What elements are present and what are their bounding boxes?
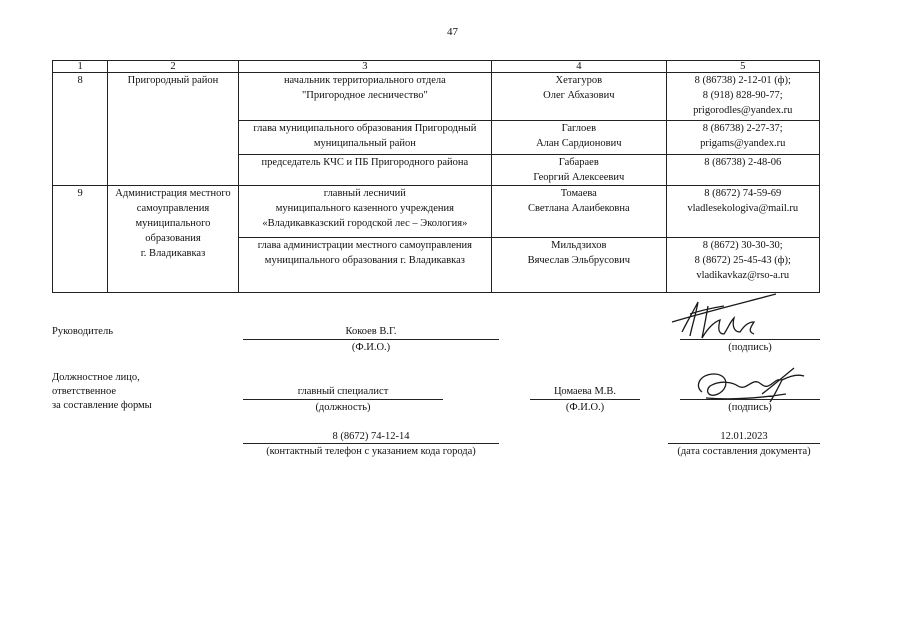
head-name: Кокоев В.Г. — [345, 326, 397, 337]
position-cell — [238, 155, 492, 186]
contact-line: vladikavkaz@rso-a.ru — [696, 270, 790, 281]
position-cell — [238, 73, 492, 121]
table-row — [53, 186, 820, 238]
organization-cell — [108, 186, 238, 293]
table-header — [53, 61, 820, 73]
surname: Габараев — [558, 157, 599, 168]
position-line: муниципальный район — [313, 138, 416, 149]
head-signature-line — [680, 339, 820, 340]
row-number-cell: 9 — [53, 186, 108, 293]
surname: Гаглоев — [561, 123, 597, 134]
contact-line: 8 (86738) 2-48-06 — [704, 157, 782, 168]
name-cell — [492, 238, 666, 293]
contact-cell — [666, 186, 820, 238]
organization-line: образования — [145, 233, 201, 244]
contact-line: 8 (86738) 2-27-37; — [702, 123, 783, 134]
surname: Хетагуров — [555, 75, 603, 86]
responsible-position: главный специалист — [297, 386, 389, 397]
header-col-2: 2 — [108, 61, 238, 73]
position-line: председатель КЧС и ПБ Пригородного района — [261, 157, 469, 168]
document-date: 12.01.2023 — [720, 431, 768, 442]
given-names: Светлана Алаибековна — [527, 203, 630, 214]
organization-line: Пригородный район — [127, 75, 219, 86]
position-line: муниципального образования г. Владикавказ — [264, 255, 465, 266]
header-col-1: 1 — [53, 61, 108, 73]
position-line: глава муниципального образования Пригородный — [253, 123, 477, 134]
responsible-label-line-2: ответственное — [52, 386, 117, 397]
responsible-name-line — [530, 399, 640, 400]
head-fio-caption: (Ф.И.О.) — [351, 342, 391, 353]
position-line: главный лесничий — [323, 188, 406, 199]
date-caption: (дата составления документа) — [677, 446, 811, 457]
header-col-5: 5 — [666, 61, 820, 73]
position-line: "Пригородное лесничество" — [301, 90, 428, 101]
given-names: Вячеслав Эльбрусович — [527, 255, 631, 266]
responsible-name: Цомаева М.В. — [553, 386, 617, 397]
contact-cell — [666, 73, 820, 121]
responsible-signature-line — [680, 399, 820, 400]
contact-line: 8 (86738) 2-12-01 (ф); — [694, 75, 791, 86]
position-cell — [238, 238, 492, 293]
given-names: Олег Абхазович — [543, 90, 615, 101]
organization-line: муниципального — [135, 218, 211, 229]
given-names: Георгий Алексеевич — [533, 172, 625, 183]
position-line: муниципального казенного учреждения — [275, 203, 454, 214]
header-row — [53, 61, 820, 73]
name-cell — [492, 186, 666, 238]
organization-cell — [108, 73, 238, 186]
position-cell — [238, 121, 492, 155]
organization-line: г. Владикавказ — [140, 248, 206, 259]
name-cell — [492, 121, 666, 155]
responsible-label-line-1: Должностное лицо, — [52, 372, 140, 383]
contact-cell — [666, 121, 820, 155]
header-col-4: 4 — [492, 61, 666, 73]
contacts-table — [52, 60, 820, 293]
name-cell — [492, 73, 666, 121]
contact-line: 8 (8672) 30-30-30; — [702, 240, 783, 251]
header-col-3: 3 — [238, 61, 492, 73]
organization-line: Администрация местного — [115, 188, 231, 199]
contact-line: 8 (8672) 74-59-69 — [704, 188, 782, 199]
contact-line: 8 (918) 828-90-77; — [702, 90, 783, 101]
head-name-line — [243, 339, 499, 340]
responsible-label-line-3: за составление формы — [52, 400, 152, 411]
contact-line: prigams@yandex.ru — [700, 138, 786, 149]
contact-phone: 8 (8672) 74-12-14 — [332, 431, 410, 442]
contact-phone-line — [243, 443, 499, 444]
document-date-line — [668, 443, 820, 444]
organization-line: самоуправления — [136, 203, 210, 214]
contact-line: 8 (8672) 25-45-43 (ф); — [694, 255, 791, 266]
surname: Томаева — [560, 188, 597, 199]
position-cell — [238, 186, 492, 238]
position-line: «Владикавказский городской лес – Экология» — [262, 218, 468, 229]
table-body — [53, 73, 820, 293]
name-cell — [492, 155, 666, 186]
contact-cell — [666, 238, 820, 293]
responsible-signature-caption: (подпись) — [728, 402, 772, 413]
page-number: 47 — [447, 26, 458, 38]
phone-caption: (контактный телефон с указанием кода города) — [266, 446, 476, 457]
position-line: глава администрации местного самоуправления — [257, 240, 472, 251]
table-row — [53, 73, 820, 121]
given-names: Алан Сардионович — [536, 138, 622, 149]
responsible-fio-caption: (Ф.И.О.) — [565, 402, 605, 413]
head-label: Руководитель — [52, 326, 113, 337]
position-line: начальник территориального отдела — [283, 75, 446, 86]
surname: Мильдзихов — [551, 240, 607, 251]
head-signature-caption: (подпись) — [728, 342, 772, 353]
position-caption: (должность) — [315, 402, 371, 413]
row-number-cell: 8 — [53, 73, 108, 186]
contact-line: prigorodles@yandex.ru — [693, 105, 793, 116]
responsible-position-line — [243, 399, 443, 400]
contact-cell — [666, 155, 820, 186]
contact-line: vladlesekologiva@mail.ru — [687, 203, 799, 214]
